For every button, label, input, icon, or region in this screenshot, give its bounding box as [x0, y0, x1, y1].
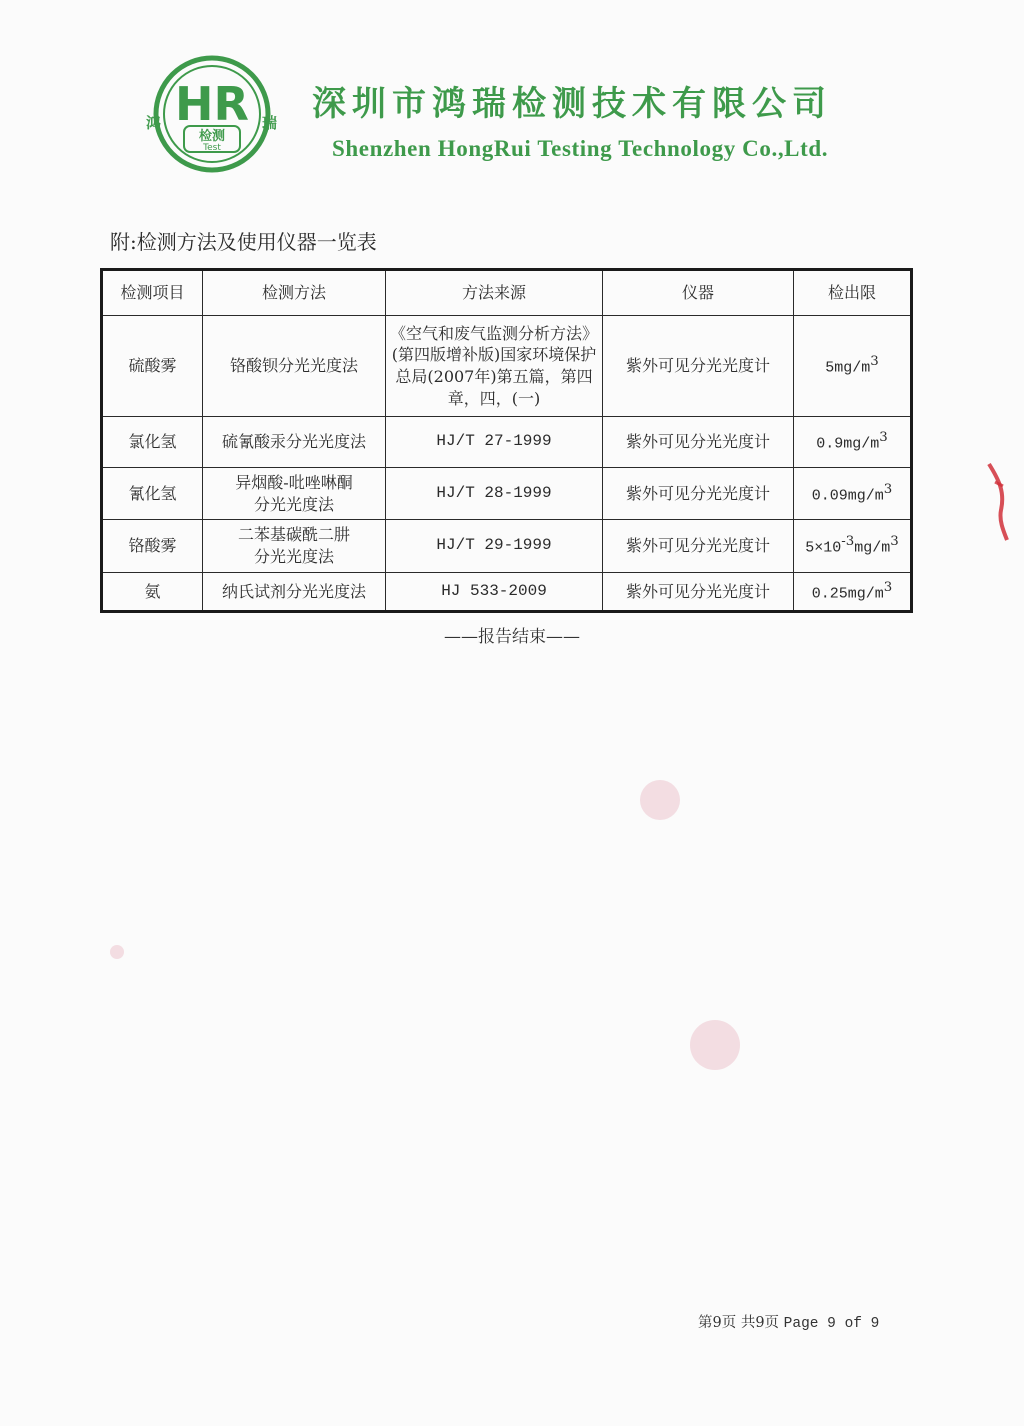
limit-prefix-sup: -3	[841, 534, 855, 550]
logo-inner-cn: 检测	[198, 129, 226, 144]
cell-limit	[794, 417, 912, 468]
company-name-en: Shenzhen HongRui Testing Technology Co.,Ltd.	[332, 136, 829, 161]
scan-speck	[110, 945, 124, 959]
limit-value: mg/m	[854, 539, 891, 557]
cell-instrument: 紫外可见分光光度计	[603, 573, 794, 612]
limit-sup: 3	[883, 481, 893, 497]
page-number-en: Page 9 of 9	[783, 1316, 880, 1332]
cell-item: 氰化氢	[102, 468, 203, 520]
methods-table	[100, 268, 913, 613]
page-footer	[698, 1311, 879, 1332]
table-header-row	[102, 270, 912, 316]
cell-method: 铬酸钡分光光度法	[203, 316, 386, 417]
method-line-2: 分光光度法	[253, 494, 334, 514]
cell-limit	[794, 573, 912, 612]
cell-method	[203, 520, 386, 573]
header-limit: 检出限	[794, 270, 912, 316]
cell-instrument: 紫外可见分光光度计	[603, 316, 794, 417]
cell-item: 氨	[102, 573, 203, 612]
cell-limit	[794, 468, 912, 520]
table-row	[102, 468, 912, 520]
report-end-mark: ——报告结束——	[444, 627, 580, 647]
limit-sup: 3	[870, 354, 879, 370]
cell-source: 《空气和废气监测分析方法》(第四版增补版)国家环境保护总局(2007年)第五篇，第四章，四，(一)	[386, 316, 603, 417]
cell-item: 铬酸雾	[102, 520, 203, 573]
logo-right-char: 瑞	[262, 114, 278, 132]
cell-item: 氯化氢	[102, 417, 203, 468]
limit-value: 0.25mg/m	[811, 585, 884, 603]
cell-method: 纳氏试剂分光光度法	[203, 573, 386, 612]
cell-source: HJ 533-2009	[386, 573, 603, 612]
stamp-edge-mark	[985, 462, 1011, 542]
header-method: 检测方法	[203, 270, 386, 316]
limit-prefix: 5×10	[805, 539, 842, 557]
logo-letters: HR	[175, 77, 249, 131]
cell-method	[203, 468, 386, 520]
cell-source: HJ/T 27-1999	[386, 417, 603, 468]
company-name-cn: 深圳市鸿瑞检测技术有限公司	[312, 84, 832, 124]
letterhead	[140, 52, 900, 182]
cell-limit	[794, 316, 912, 417]
cell-instrument: 紫外可见分光光度计	[603, 468, 794, 520]
limit-value: 5mg/m	[825, 359, 871, 377]
method-line-1: 异烟酸-吡唑啉酮	[235, 472, 353, 492]
header-item: 检测项目	[102, 270, 203, 316]
method-line-1: 二苯基碳酰二肼	[237, 525, 350, 545]
limit-value: 0.09mg/m	[811, 487, 884, 505]
cell-instrument: 紫外可见分光光度计	[603, 520, 794, 573]
cell-item: 硫酸雾	[102, 316, 203, 417]
annex-title: 附:检测方法及使用仪器一览表	[110, 230, 377, 254]
header-source: 方法来源	[386, 270, 603, 316]
table-row	[102, 316, 912, 417]
limit-sup: 3	[883, 579, 893, 595]
limit-value: 0.9mg/m	[816, 435, 880, 453]
cell-source: HJ/T 29-1999	[386, 520, 603, 573]
logo-left-char: 鸿	[146, 114, 162, 132]
cell-instrument: 紫外可见分光光度计	[603, 417, 794, 468]
limit-sup: 3	[890, 534, 899, 550]
header-instrument: 仪器	[603, 270, 794, 316]
cell-method: 硫氰酸汞分光光度法	[203, 417, 386, 468]
hr-logo	[140, 52, 285, 177]
logo-inner-en: Test	[203, 143, 221, 153]
table-row	[102, 417, 912, 468]
page-number-cn: 第9页 共9页	[698, 1315, 780, 1331]
method-line-2: 分光光度法	[253, 547, 334, 566]
cell-source: HJ/T 28-1999	[386, 468, 603, 520]
scan-speck	[640, 780, 680, 820]
limit-sup: 3	[879, 430, 888, 446]
table-row	[102, 520, 912, 573]
scan-speck	[690, 1020, 740, 1070]
table-row	[102, 573, 912, 612]
cell-limit	[794, 520, 912, 573]
